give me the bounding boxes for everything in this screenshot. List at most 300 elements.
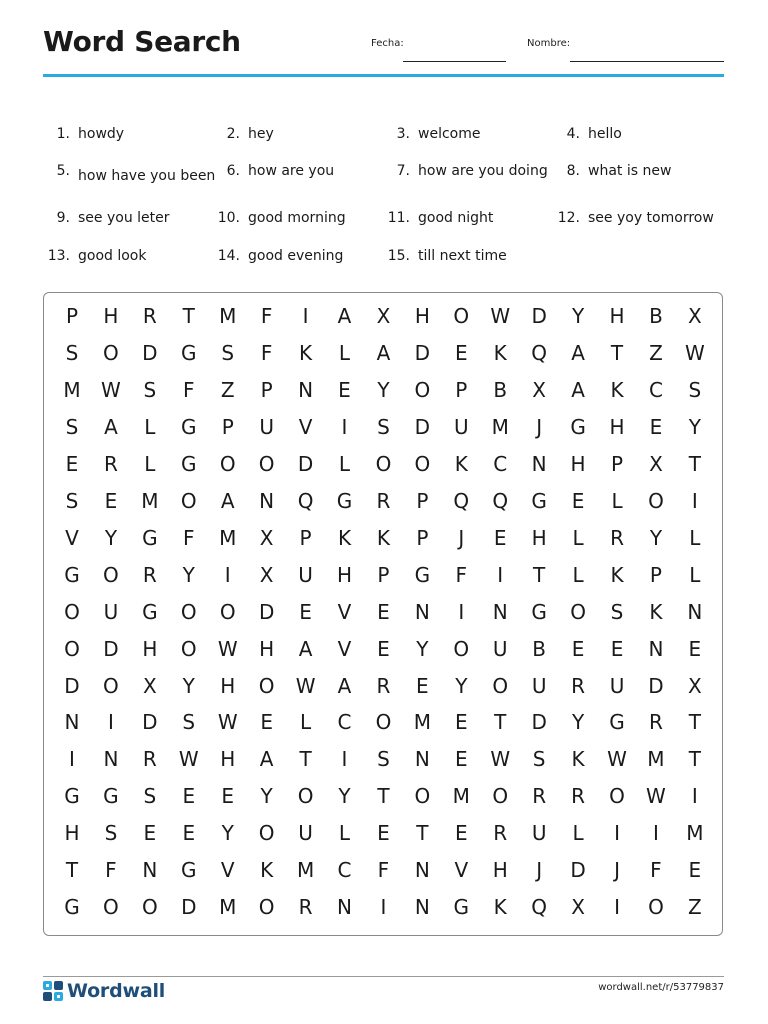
grid-letter: O [414, 377, 431, 402]
grid-letter: P [416, 525, 429, 550]
grid-letter: W [684, 340, 705, 365]
grid-letter: L [689, 525, 701, 550]
grid-letter: E [338, 377, 351, 402]
grid-letter: F [183, 525, 195, 550]
grid-letter: T [65, 858, 79, 883]
grid-letter: I [691, 488, 698, 513]
grid-letter: K [493, 895, 507, 920]
grid-letter: V [337, 599, 352, 624]
grid-letter: B [649, 304, 663, 328]
grid-letter: V [65, 525, 79, 550]
grid-letter: Y [688, 414, 701, 439]
grid-letter: G [609, 710, 625, 735]
grid-letter: T [494, 710, 507, 735]
grid-letter: C [337, 858, 352, 883]
grid-letter: W [607, 747, 627, 772]
grid-letter: O [648, 895, 664, 920]
clue-number: 2. [226, 126, 240, 142]
clue-number: 15. [387, 248, 410, 264]
grid-letter: L [300, 710, 312, 735]
grid-letter: H [609, 414, 625, 439]
grid-letter: Y [416, 636, 429, 661]
grid-letter: O [64, 599, 80, 624]
grid-letter: H [220, 673, 236, 698]
clue-text: good look [78, 248, 147, 264]
grid-letter: G [181, 414, 197, 439]
grid-letter: U [103, 599, 119, 624]
grid-letter: S [104, 821, 118, 846]
grid-letter: V [454, 858, 469, 883]
grid-letter: B [532, 636, 547, 661]
grid-letter: L [572, 562, 584, 587]
footer-url: wordwall.net/r/53779837 [598, 982, 724, 993]
grid-letter: R [376, 673, 391, 698]
grid-letter: P [455, 377, 468, 402]
grid-letter: S [532, 747, 546, 772]
grid-letter: U [531, 821, 547, 846]
grid-letter: W [646, 784, 666, 809]
brand-name: Wordwall [67, 980, 166, 1002]
grid-letter: W [490, 304, 511, 328]
grid-letter: P [377, 562, 390, 587]
grid-letter: M [686, 821, 704, 846]
grid-letter: T [533, 562, 546, 587]
grid-letter: H [492, 858, 508, 883]
clue-text: see yoy tomorrow [588, 210, 714, 226]
grid-letter: U [453, 414, 469, 439]
grid-letter: D [570, 858, 586, 883]
grid-letter: E [221, 784, 235, 809]
grid-letter: S [143, 377, 157, 402]
grid-letter: G [103, 784, 119, 809]
grid-letter: O [414, 784, 431, 809]
grid-letter: I [458, 599, 465, 624]
grid-letter: A [259, 747, 274, 772]
clue-number: 13. [47, 248, 70, 264]
grid-letter: S [65, 340, 79, 365]
grid-letter: D [648, 673, 664, 698]
clue-number: 4. [566, 126, 580, 142]
grid-letter: T [377, 784, 390, 809]
clue-number: 7. [396, 163, 410, 179]
grid-letter: U [298, 562, 313, 587]
clue-text: hello [588, 126, 622, 142]
clue-text: welcome [418, 126, 481, 142]
grid-letter: S [221, 340, 235, 365]
grid-letter: X [571, 895, 585, 920]
grid-letter: H [220, 747, 236, 772]
grid-letter: O [219, 451, 236, 476]
grid-letter: E [65, 451, 79, 476]
clue-number: 14. [217, 248, 240, 264]
grid-letter: U [298, 821, 313, 846]
clue-item [214, 126, 274, 142]
grid-letter: T [688, 710, 701, 735]
grid-letter: R [142, 304, 157, 328]
grid-letter: S [65, 414, 79, 439]
grid-letter: X [688, 304, 702, 328]
clue-text: till next time [418, 248, 507, 264]
grid-letter: E [571, 488, 585, 513]
grid-letter: D [297, 451, 314, 476]
grid-letter: E [299, 599, 312, 624]
grid-letter: G [414, 562, 431, 587]
grid-letter: P [65, 304, 79, 328]
grid-letter: E [416, 673, 429, 698]
grid-letter: X [376, 304, 391, 328]
wordwall-logo-icon [43, 981, 63, 1001]
grid-letter: L [572, 525, 584, 550]
grid-letter: D [64, 673, 80, 698]
grid-letter: O [103, 673, 119, 698]
grid-letter: N [414, 858, 430, 883]
grid-letter: G [181, 451, 197, 476]
grid-letter: Y [182, 673, 195, 698]
grid-letter: C [648, 377, 663, 402]
grid-letter: M [219, 525, 237, 550]
grid-letter: E [454, 821, 468, 846]
clue-item [554, 163, 671, 179]
clue-item [214, 248, 343, 264]
grid-letter: H [64, 821, 80, 846]
grid-letter: O [103, 562, 119, 587]
grid-letter: I [107, 710, 114, 735]
clue-number: 12. [557, 210, 580, 226]
wordwall-logo [43, 980, 165, 1002]
grid-letter: E [377, 636, 390, 661]
grid-letter: O [570, 599, 586, 624]
grid-letter: V [220, 858, 235, 883]
grid-letter: Z [649, 340, 663, 365]
grid-letter: O [453, 304, 470, 328]
grid-letter: T [688, 747, 701, 772]
grid-letter: I [380, 895, 387, 920]
clue-number: 11. [387, 210, 410, 226]
grid-letter: X [688, 673, 702, 698]
grid-letter: O [609, 784, 625, 809]
grid-letter: E [182, 821, 196, 846]
grid-letter: R [493, 821, 508, 846]
grid-letter: C [493, 451, 508, 476]
grid-letter: D [258, 599, 275, 624]
grid-letter: N [64, 710, 80, 735]
grid-letter: K [649, 599, 663, 624]
grid-letter: E [260, 710, 273, 735]
grid-letter: G [181, 858, 197, 883]
grid-letter: D [531, 304, 547, 328]
grid-letter: L [338, 821, 351, 846]
grid-letter: U [259, 414, 274, 439]
grid-letter: L [338, 451, 351, 476]
grid-letter: S [65, 488, 79, 513]
grid-letter: O [180, 599, 197, 624]
grid-letter: F [650, 858, 662, 883]
grid-letter: D [414, 340, 431, 365]
grid-letter: O [492, 673, 509, 698]
clue-text: see you leter [78, 210, 170, 226]
clue-item [44, 210, 170, 226]
clue-number: 6. [226, 163, 240, 179]
grid-letter: R [571, 784, 586, 809]
grid-letter: V [337, 636, 352, 661]
grid-letter: O [219, 599, 236, 624]
grid-letter: Q [531, 340, 548, 365]
grid-letter: Y [221, 821, 234, 846]
grid-letter: R [142, 747, 157, 772]
grid-letter: E [454, 710, 468, 735]
grid-letter: T [610, 340, 624, 365]
grid-letter: J [536, 414, 543, 439]
grid-letter: L [689, 562, 701, 587]
clue-number: 5. [56, 163, 70, 179]
grid-letter: G [531, 599, 547, 624]
grid-letter: X [259, 562, 274, 587]
grid-letter: P [221, 414, 234, 439]
grid-letter: E [649, 414, 663, 439]
grid-letter: Q [531, 895, 548, 920]
grid-letter: E [143, 821, 157, 846]
grid-letter: L [144, 451, 156, 476]
grid-letter: H [142, 636, 158, 661]
footer-divider [43, 976, 724, 977]
grid-letter: S [688, 377, 702, 402]
grid-letter: O [648, 488, 664, 513]
grid-letter: R [142, 562, 157, 587]
grid-letter: A [104, 414, 118, 439]
grid-letter: L [338, 340, 351, 365]
grid-letter: M [63, 377, 81, 402]
grid-letter: D [414, 414, 431, 439]
grid-letter: K [299, 340, 313, 365]
grid-letter: A [337, 673, 352, 698]
clue-text: hey [248, 126, 274, 142]
grid-letter: F [183, 377, 195, 402]
grid-letter: T [182, 304, 195, 328]
grid-letter: L [572, 821, 584, 846]
grid-letter: K [493, 340, 507, 365]
grid-letter: M [491, 414, 509, 439]
grid-letter: E [610, 636, 624, 661]
clue-item [554, 126, 622, 142]
grid-letter: X [649, 451, 663, 476]
grid-letter: M [219, 895, 237, 920]
grid-letter: N [142, 858, 158, 883]
grid-letter: F [260, 340, 273, 365]
clue-number: 8. [566, 163, 580, 179]
grid-letter: A [571, 377, 585, 402]
grid-letter: T [688, 451, 701, 476]
clue-item [384, 210, 493, 226]
grid-letter: G [142, 599, 158, 624]
clue-text: how are you doing [418, 163, 548, 179]
grid-letter: N [648, 636, 664, 661]
grid-letter: K [610, 562, 624, 587]
grid-letter: G [64, 784, 80, 809]
grid-letter: Y [260, 784, 273, 809]
grid-letter: D [142, 340, 158, 365]
grid-letter: A [220, 488, 235, 513]
grid-letter: L [144, 414, 156, 439]
clue-text: how are you [248, 163, 335, 179]
grid-letter: H [570, 451, 586, 476]
grid-letter: R [648, 710, 663, 735]
grid-letter: A [337, 304, 352, 328]
grid-letter: P [299, 525, 312, 550]
grid-letter: N [687, 599, 703, 624]
grid-letter: G [570, 414, 586, 439]
grid-letter: G [531, 488, 547, 513]
grid-letter: O [141, 895, 158, 920]
grid-letter: R [610, 525, 624, 550]
grid-letter: M [647, 747, 665, 772]
grid-letter: O [297, 784, 314, 809]
grid-letter: U [492, 636, 508, 661]
grid-letter: G [181, 340, 197, 365]
grid-letter: Z [220, 377, 235, 402]
date-field [403, 61, 506, 62]
grid-letter: R [571, 673, 586, 698]
grid-letter: A [298, 636, 313, 661]
grid-letter: B [493, 377, 508, 402]
grid-letter: Y [104, 525, 118, 550]
grid-letter: K [610, 377, 624, 402]
grid-letter: O [375, 710, 392, 735]
grid-letter: O [375, 451, 392, 476]
grid-letter: T [299, 747, 312, 772]
grid-letter: P [416, 488, 429, 513]
grid-letter: E [377, 599, 390, 624]
date-label: Fecha: [371, 38, 404, 49]
clue-item [554, 210, 714, 226]
grid-letter: N [298, 377, 314, 402]
grid-letter: O [103, 340, 119, 365]
grid-letter: D [181, 895, 197, 920]
name-label: Nombre: [527, 38, 571, 49]
grid-letter: O [258, 821, 275, 846]
clue-item [384, 248, 507, 264]
grid-letter: E [688, 858, 702, 883]
grid-letter: N [337, 895, 352, 920]
grid-letter: W [101, 377, 121, 402]
grid-letter: D [103, 636, 119, 661]
grid-letter: F [377, 858, 390, 883]
grid-letter: I [691, 784, 698, 809]
name-field [570, 61, 724, 62]
grid-letter: S [377, 747, 390, 772]
grid-letter: I [614, 821, 620, 846]
grid-letter: P [260, 377, 273, 402]
grid-letter: I [652, 821, 659, 846]
grid-letter: M [219, 304, 237, 328]
grid-letter: N [531, 451, 547, 476]
grid-letter: S [182, 710, 196, 735]
grid-letter: I [341, 414, 348, 439]
clue-item [44, 248, 146, 264]
grid-letter: G [453, 895, 470, 920]
grid-letter: K [454, 451, 468, 476]
grid-letter: X [532, 377, 546, 402]
grid-letter: K [260, 858, 274, 883]
grid-letter: O [492, 784, 509, 809]
grid-letter: N [259, 488, 275, 513]
grid-letter: O [453, 636, 470, 661]
grid-letter: R [532, 784, 547, 809]
grid-letter: H [531, 525, 547, 550]
clue-text: how have you been [78, 168, 216, 184]
header-divider [43, 74, 724, 77]
grid-letter: U [609, 673, 625, 698]
grid-letter: W [178, 747, 199, 772]
clue-item [384, 126, 480, 142]
grid-letter: N [414, 599, 430, 624]
grid-letter: Y [182, 562, 195, 587]
grid-letter: J [536, 858, 543, 883]
grid-letter: N [492, 599, 508, 624]
grid-letter: Y [455, 673, 468, 698]
grid-letter: Z [688, 895, 702, 920]
grid-letter: J [458, 525, 465, 550]
grid-letter: H [259, 636, 275, 661]
clue-item [44, 163, 216, 184]
clue-text: howdy [78, 126, 125, 142]
grid-letter: G [64, 562, 80, 587]
grid-letter: K [376, 525, 390, 550]
grid-letter: H [414, 304, 430, 328]
grid-letter: E [182, 784, 196, 809]
grid-letter: G [64, 895, 80, 920]
grid-letter: X [259, 525, 274, 550]
grid-letter: N [414, 747, 430, 772]
grid-letter: O [180, 488, 197, 513]
grid-letter: K [571, 747, 585, 772]
grid-letter: R [298, 895, 313, 920]
grid-letter: Y [571, 710, 585, 735]
grid-letter: I [302, 304, 309, 328]
grid-letter: F [455, 562, 468, 587]
grid-letter: X [143, 673, 157, 698]
grid-letter: O [258, 673, 275, 698]
grid-letter: Y [338, 784, 351, 809]
grid-letter: E [104, 488, 118, 513]
clue-text: what is new [588, 163, 672, 179]
grid-letter: Y [649, 525, 663, 550]
grid-letter: E [571, 636, 585, 661]
grid-letter: G [336, 488, 353, 513]
grid-letter: O [180, 636, 197, 661]
grid-letter: W [217, 710, 238, 735]
grid-letter: Y [377, 377, 390, 402]
grid-letter: D [142, 710, 158, 735]
grid-letter: P [610, 451, 624, 476]
clue-number: 1. [56, 126, 70, 142]
grid-letter: H [336, 562, 353, 587]
grid-letter: S [610, 599, 624, 624]
clue-item [214, 163, 334, 179]
clue-item [384, 163, 548, 179]
grid-letter: M [452, 784, 470, 809]
grid-letter: Y [571, 304, 585, 328]
grid-letter: O [103, 895, 119, 920]
grid-letter: A [376, 340, 391, 365]
grid-letter: E [493, 525, 507, 550]
grid-letter: J [614, 858, 620, 883]
grid-letter: W [295, 673, 316, 698]
clue-number: 10. [217, 210, 240, 226]
grid-letter: I [341, 747, 348, 772]
grid-letter: H [103, 304, 119, 328]
grid-letter: U [531, 673, 547, 698]
grid-letter: W [490, 747, 511, 772]
